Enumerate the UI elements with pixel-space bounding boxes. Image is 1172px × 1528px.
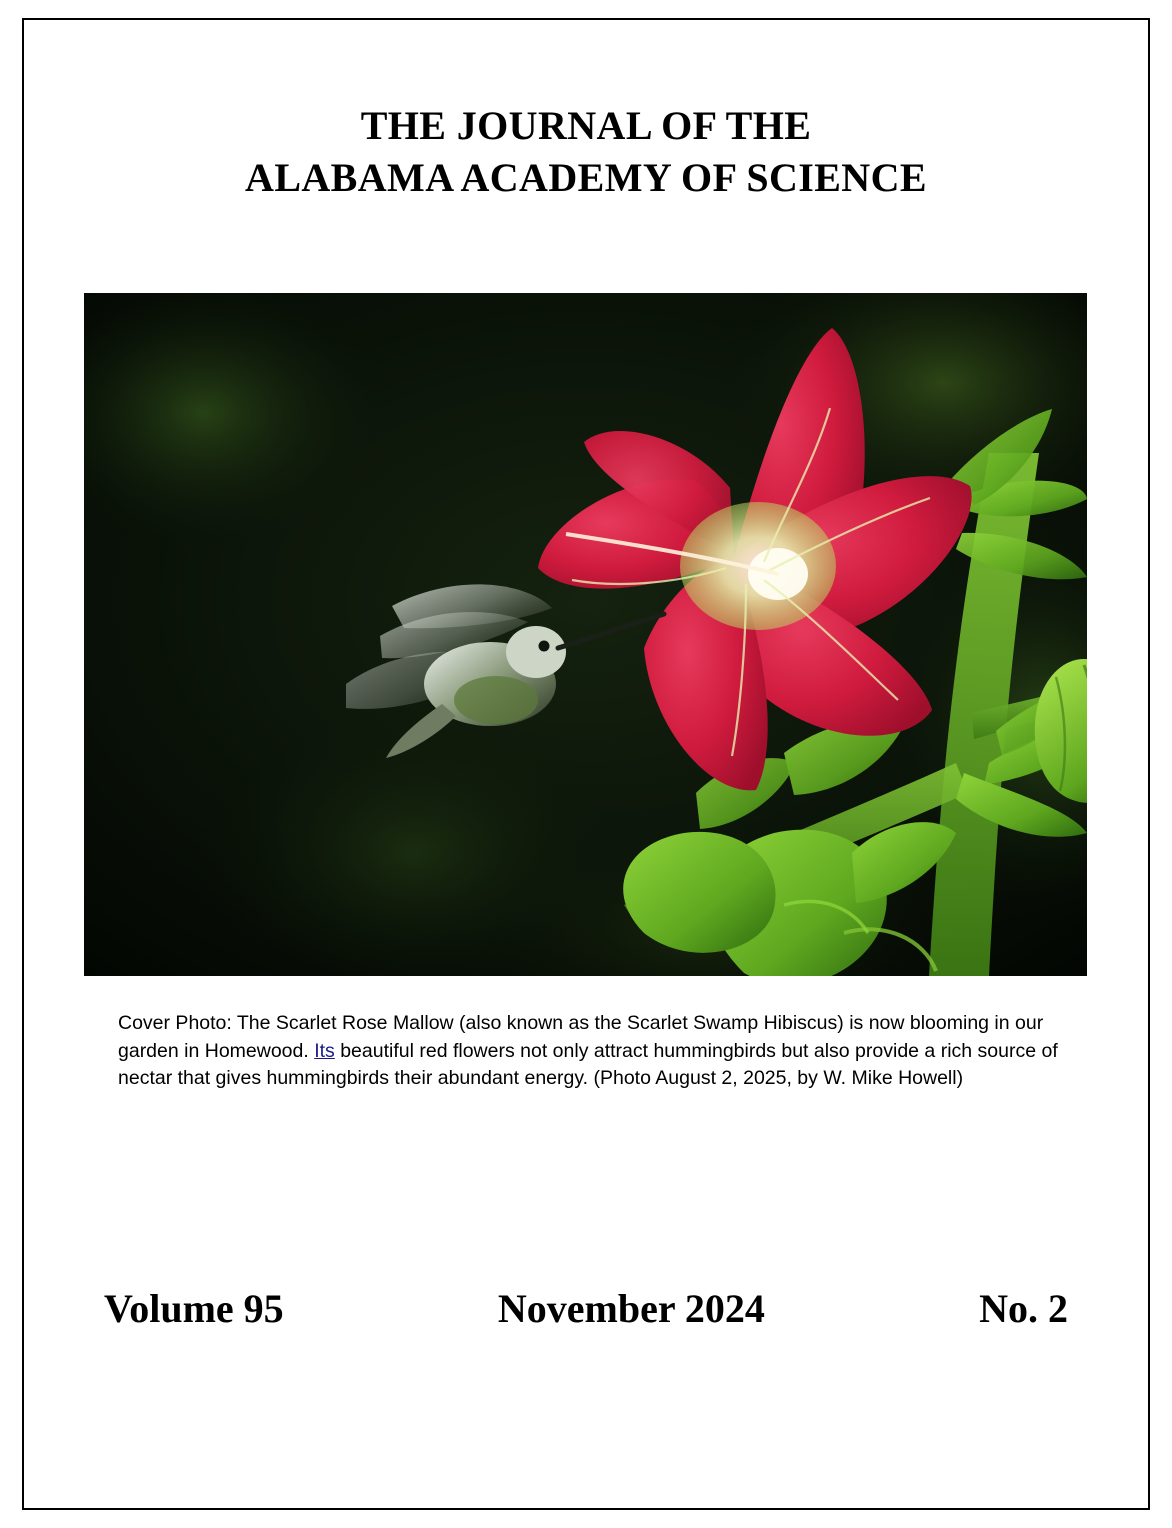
- issue-number-label: No. 2: [979, 1286, 1068, 1331]
- caption-text-after-link: beautiful red flowers not only attract hummingbirds but also provide a rich source of nectar that gives hummingbirds their abundant energy. (Photo August 2, 2025, by W. Mike Howell): [118, 1039, 1058, 1089]
- cover-photo-caption: [118, 1010, 1078, 1093]
- issue-date-label: November 2024: [497, 1286, 765, 1331]
- caption-link[interactable]: Its: [314, 1039, 335, 1062]
- volume-label: Volume 95: [104, 1286, 284, 1331]
- cover-photo-illustration: [84, 293, 1087, 976]
- caption-text-before-link: Cover Photo: The Scarlet Rose Mallow (also known as the Scarlet Swamp Hibiscus) is now blooming in our garden in Homewood.: [118, 1012, 1044, 1062]
- issue-footer: [60, 1285, 1112, 1332]
- title-line-1: THE JOURNAL OF THE: [360, 103, 812, 148]
- page-title: [60, 100, 1112, 204]
- title-line-2: ALABAMA ACADEMY OF SCIENCE: [245, 155, 927, 200]
- cover-photo-image: [84, 293, 1087, 976]
